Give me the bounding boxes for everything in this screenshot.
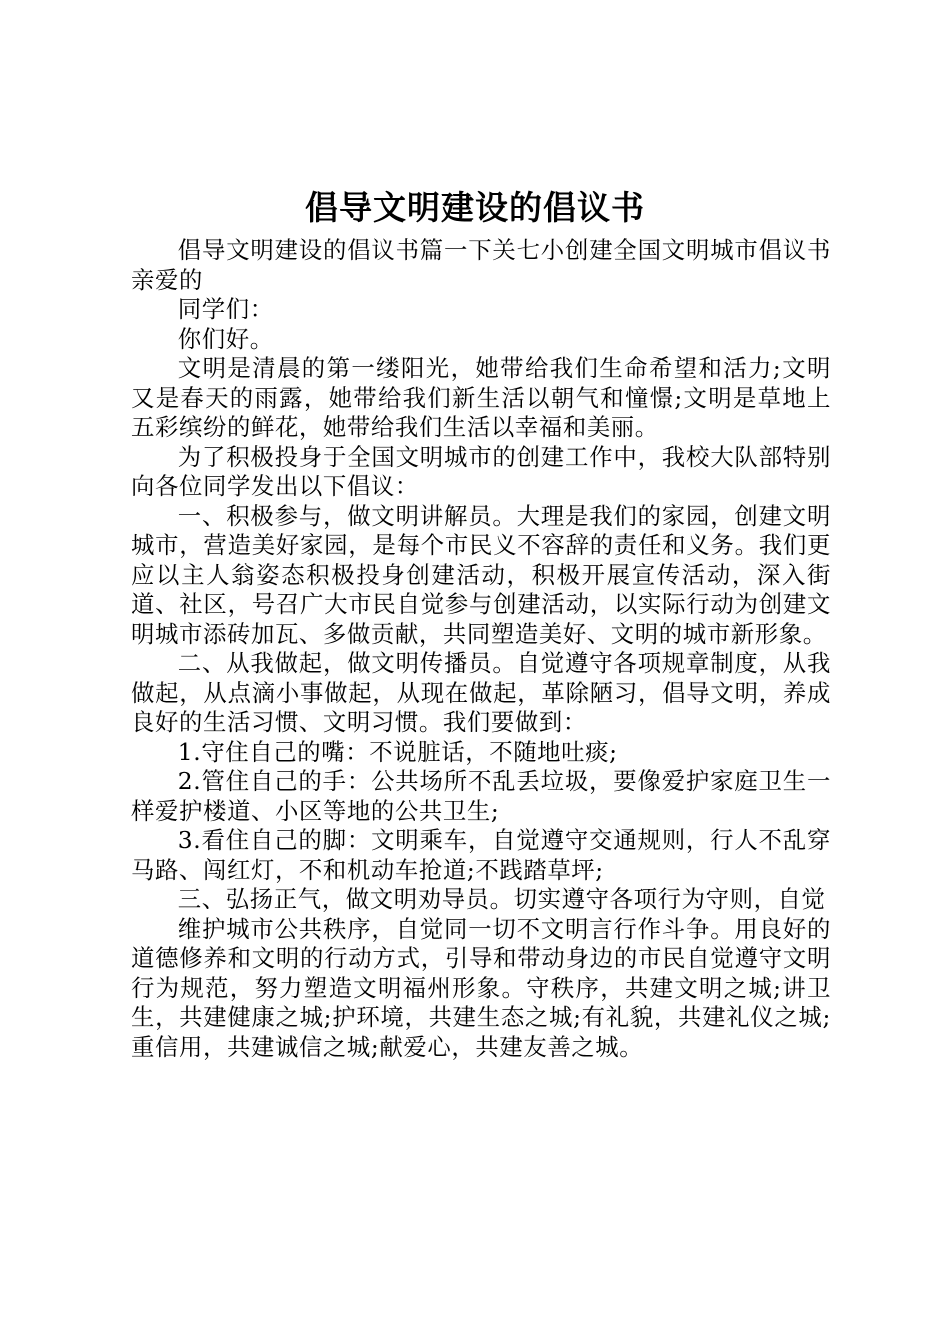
paragraph-greeting: 你们好。 [177, 324, 274, 353]
paragraph-purpose: 为了积极投身于全国文明城市的创建工作中，我校大队部特别向各位同学发出以下倡议： [131, 442, 831, 500]
paragraph-point-two: 二、从我做起，做文明传播员。自觉遵守各项规章制度，从我做起，从点滴小事做起，从现在做起，革除陋习，倡导文明，养成良好的生活习惯、文明习惯。我们要做到： [131, 649, 831, 736]
paragraph-civilization: 文明是清晨的第一缕阳光，她带给我们生命希望和活力;文明又是春天的雨露，她带给我们新生活以朝气和憧憬;文明是草地上五彩缤纷的鲜花，她带给我们生活以幸福和美丽。 [131, 354, 831, 441]
list-item-mouth: 1.守住自己的嘴：不说脏话，不随地吐痰; [177, 737, 618, 766]
paragraph-intro: 倡导文明建设的倡议书篇一下关七小创建全国文明城市倡议书亲爱的 [131, 236, 831, 294]
list-item-hands: 2.管住自己的手：公共场所不乱丢垃圾，要像爱护家庭卫生一样爱护楼道、小区等地的公共卫生; [131, 767, 831, 825]
document-title: 倡导文明建设的倡议书 [305, 188, 645, 227]
paragraph-point-three: 三、弘扬正气，做文明劝导员。切实遵守各项行为守则，自觉 [177, 885, 826, 913]
paragraph-salutation: 同学们： [177, 295, 274, 323]
paragraph-conclusion: 维护城市公共秩序，自觉同一切不文明言行作斗争。用良好的道德修养和文明的行动方式，引导和带动身边的市民自觉遵守文明行为规范，努力塑造文明福州形象。守秩序，共建文明之城;讲卫生，共建健康之城;护环境，共建生态之城;有礼貌，共建礼仪之城;重信用，共建诚信之城;献爱心，共建友善之城。 [131, 914, 831, 1061]
paragraph-point-one: 一、积极参与，做文明讲解员。大理是我们的家园，创建文明城市，营造美好家园，是每个市民义不容辞的责任和义务。我们更应以主人翁姿态积极投身创建活动，积极开展宣传活动，深入街道、社区，号召广大市民自觉参与创建活动，以实际行动为创建文明城市添砖加瓦、多做贡献，共同塑造美好、文明的城市新形象。 [131, 501, 831, 648]
list-item-feet: 3.看住自己的脚：文明乘车，自觉遵守交通规则，行人不乱穿马路、闯红灯，不和机动车抢道;不践踏草坪; [131, 826, 831, 884]
document-body [131, 236, 831, 1062]
